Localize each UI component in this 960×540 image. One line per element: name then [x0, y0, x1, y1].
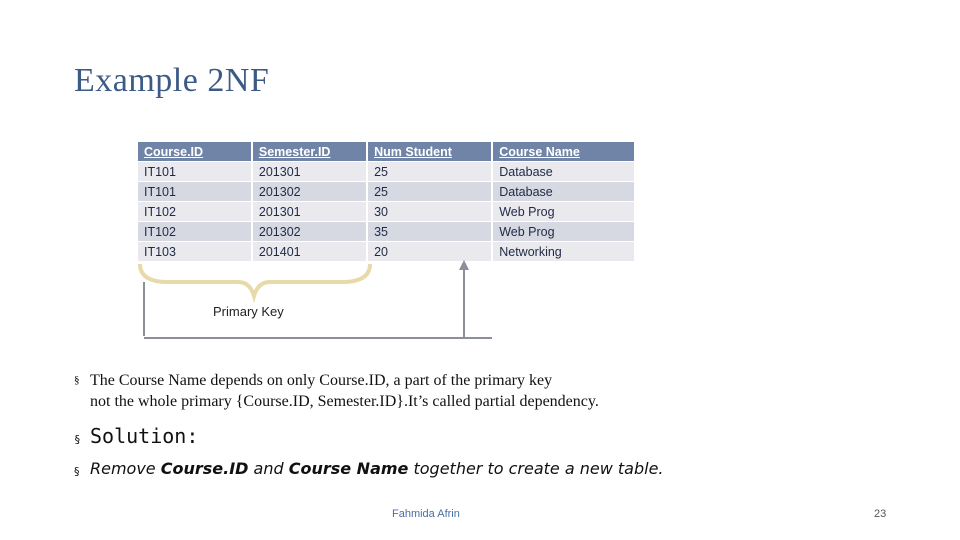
cell: 201301 — [252, 162, 367, 182]
bullet-marker-icon: § — [74, 465, 80, 478]
cell: 25 — [367, 162, 492, 182]
solution-text: Solution: — [90, 424, 199, 448]
footer-author: Fahmida Afrin — [392, 508, 460, 520]
bullet-solution — [74, 424, 914, 448]
header-semester-id: Semester.ID — [252, 142, 367, 162]
data-table — [138, 142, 636, 262]
table-row — [138, 202, 635, 222]
remove-text-mid: and — [248, 459, 289, 478]
cell: 201302 — [252, 222, 367, 242]
primary-key-label: Primary Key — [213, 304, 284, 319]
bullet-list — [74, 370, 914, 480]
bullet-partial-dependency — [74, 370, 914, 412]
arrow-up-icon — [459, 260, 469, 270]
remove-text-post: together to create a new table. — [408, 459, 664, 478]
table-row — [138, 162, 635, 182]
header-course-name: Course Name — [492, 142, 635, 162]
cell: IT103 — [138, 242, 252, 262]
bullet-text-line1: The Course Name depends on only Course.ID, a part of the primary key — [90, 372, 553, 389]
table-row — [138, 182, 635, 202]
cell: IT102 — [138, 222, 252, 242]
cell: 30 — [367, 202, 492, 222]
bullet-marker-icon: § — [74, 433, 81, 446]
cell: IT101 — [138, 182, 252, 202]
cell: IT102 — [138, 202, 252, 222]
bullet-text-line2: not the whole primary {Course.ID, Semester.ID}.It’s called partial dependency. — [90, 393, 599, 410]
cell: 35 — [367, 222, 492, 242]
cell: Web Prog — [492, 202, 635, 222]
cell: IT101 — [138, 162, 252, 182]
cell: 201401 — [252, 242, 367, 262]
table-figure — [138, 142, 636, 342]
bullet-remove — [74, 458, 914, 480]
table-row — [138, 222, 635, 242]
remove-text-courseid: Course.ID — [160, 459, 249, 478]
cell: 201301 — [252, 202, 367, 222]
remove-text-pre: Remove — [90, 459, 161, 478]
page-number: 23 — [874, 508, 887, 520]
cell: Web Prog — [492, 222, 635, 242]
cell: Database — [492, 162, 635, 182]
cell: 25 — [367, 182, 492, 202]
header-num-student: Num Student — [367, 142, 492, 162]
cell: 20 — [367, 242, 492, 262]
cell: 201302 — [252, 182, 367, 202]
bullet-marker-icon: § — [74, 374, 80, 386]
table-header-row — [138, 142, 635, 162]
slide-title: Example 2NF — [74, 62, 270, 99]
remove-text-coursename: Course Name — [288, 459, 409, 478]
cell: Networking — [492, 242, 635, 262]
cell: Database — [492, 182, 635, 202]
brace-icon — [138, 264, 378, 304]
header-course-id: Course.ID — [138, 142, 252, 162]
